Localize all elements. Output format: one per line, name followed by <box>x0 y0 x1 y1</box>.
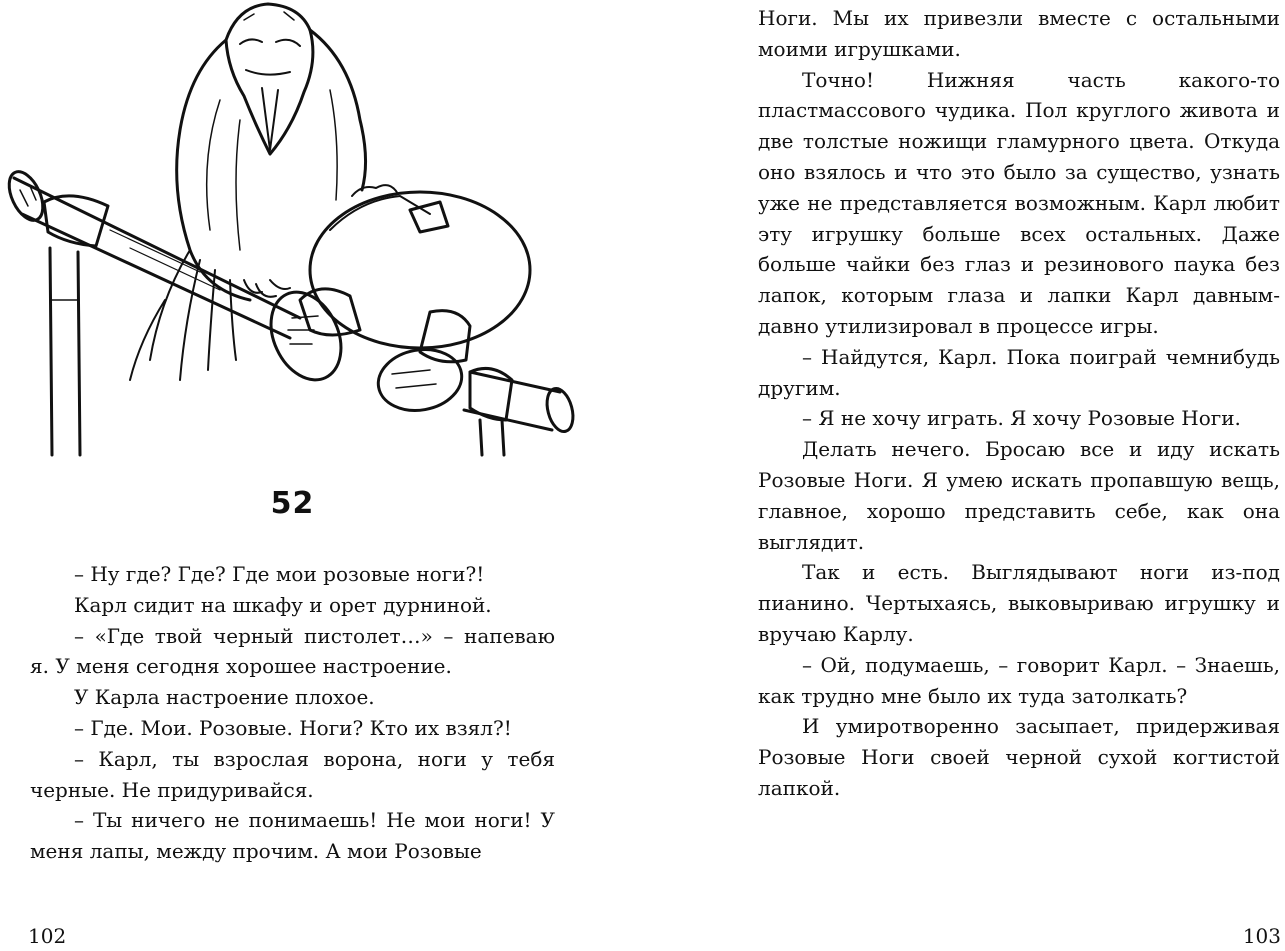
paragraph: – Где. Мои. Розовые. Ноги? Кто их взял?! <box>74 715 512 740</box>
page-number-left: 102 <box>28 924 67 948</box>
paragraph: – Ты ничего не понимаешь! Не мои ноги! У меня лапы, между прочим. А мои Розовые <box>30 808 555 864</box>
paragraph: – Ой, подумаешь, – говорит Карл. – Знаешь, как трудно мне было их туда затолкать? <box>758 652 1280 708</box>
paragraph: – Я не хочу играть. Я хочу Розовые Ноги. <box>802 406 1241 431</box>
left-page <box>0 0 590 951</box>
paragraph: Карл сидит на шкафу и орет дурниной. <box>74 592 492 617</box>
paragraph: Так и есть. Выглядывают ноги из-под пианино. Чертыхаясь, выковыриваю игрушку и вручаю Карлу. <box>758 560 1280 646</box>
paragraph: У Карла настроение плохое. <box>74 685 375 710</box>
right-page <box>700 0 1285 951</box>
chapter-number: 52 <box>270 486 315 521</box>
paragraph-continuation: Ноги. Мы их привезли вместе с остальными моими игрушками. <box>758 6 1280 61</box>
paragraph: – Карл, ты взрослая ворона, ноги у тебя черные. Не придуривайся. <box>30 746 555 802</box>
crow-on-perch-illustration <box>0 0 590 460</box>
paragraph: Точно! Нижняя часть какого-то пластмассового чудика. Пол круглого живота и две толстые ножищи гламурного цвета. Откуда оно взялось и что это было за существо, узнать уже не представляется возможным. Карл любит эту игрушку больше всех остальных. Даже больше чайки без глаз и резинового паука без лапок, которым глаза и лапки Карл давным-давно утилизировал в процессе игры. <box>758 67 1280 338</box>
paragraph: – Найдутся, Карл. Пока поиграй чемнибудь другим. <box>758 344 1280 400</box>
paragraph: – «Где твой черный пистолет…» – напеваю я. У меня сегодня хорошее настроение. <box>30 623 555 679</box>
paragraph: – Ну где? Где? Где мои розовые ноги?! <box>74 562 485 586</box>
paragraph: Делать нечего. Бросаю все и иду искать Розовые Ноги. Я умею искать пропавшую вещь, главное, хорошо представить себе, как она выглядит. <box>758 437 1280 554</box>
left-page-text <box>30 559 555 867</box>
paragraph: И умиротворенно засыпает, придерживая Розовые Ноги своей черной сухой когтистой лапкой. <box>758 714 1280 800</box>
page-number-right: 103 <box>1242 924 1281 948</box>
right-page-text <box>758 3 1280 804</box>
